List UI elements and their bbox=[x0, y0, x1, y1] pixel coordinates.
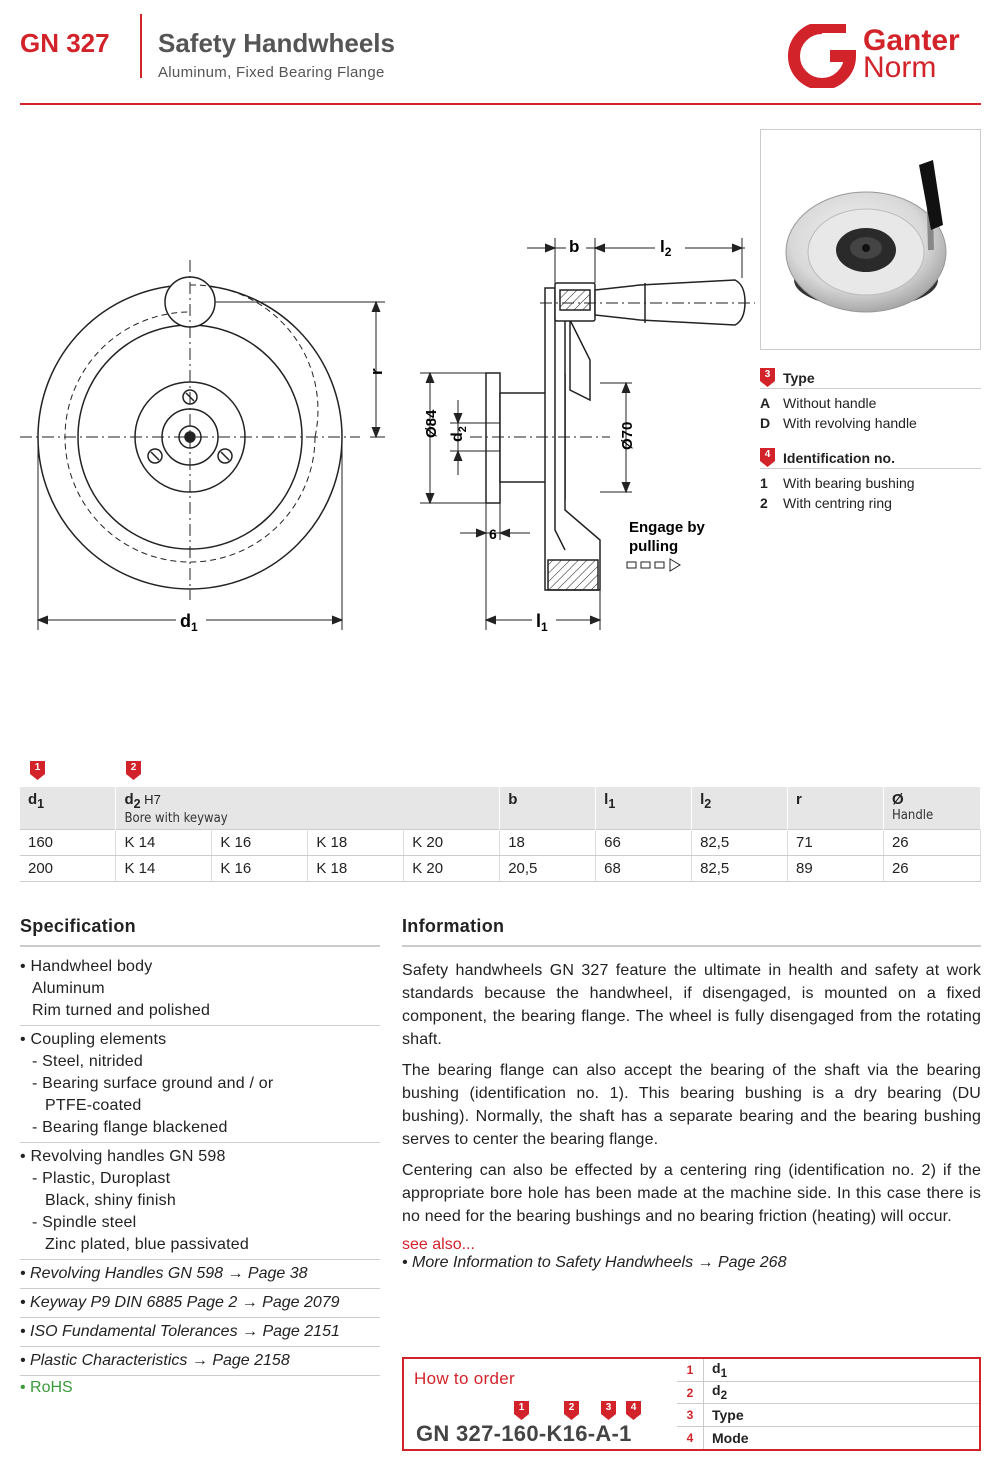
label-l1: l bbox=[536, 611, 542, 631]
legend-type-item: D With revolving handle bbox=[760, 415, 917, 431]
svg-text:d2 bbox=[449, 426, 469, 442]
handwheel-photo-image bbox=[761, 130, 980, 349]
product-code: GN 327 bbox=[20, 28, 110, 58]
order-key-row: 1 $d_1$ bbox=[677, 1359, 979, 1382]
page-header bbox=[0, 0, 1000, 106]
more-info-link[interactable]: • More Information to Safety Handwheels → Page 268 bbox=[402, 1254, 787, 1271]
specification-title: Specification bbox=[20, 916, 380, 947]
spec-link[interactable]: • Plastic Characteristics → Page 2158 bbox=[20, 1347, 380, 1376]
how-to-order-box bbox=[402, 1357, 981, 1451]
col-r: r bbox=[788, 787, 884, 830]
info-paragraph: Centering can also be effected by a centering ring (identification no. 2) if the appropriate bore hole has been made at the machine side. In this case there is no need for the bearing bushings and no bearing friction (heating) will occur. bbox=[402, 1162, 981, 1225]
ganter-norm-logo bbox=[786, 24, 986, 88]
label-d1: d bbox=[180, 611, 191, 631]
header-rule bbox=[20, 103, 981, 105]
col-l2: $l_2$ bbox=[692, 787, 788, 830]
legend bbox=[760, 367, 981, 513]
header-separator bbox=[140, 14, 142, 78]
engage-line1: Engage by bbox=[629, 519, 705, 536]
technical-drawing bbox=[0, 120, 760, 660]
information-section bbox=[402, 916, 981, 1272]
engage-line2: pulling bbox=[629, 538, 679, 555]
col-d1: $d_1$ bbox=[20, 787, 116, 830]
order-key-row: 2 $d_2$ bbox=[677, 1382, 979, 1405]
badge-2-icon: 2 bbox=[126, 761, 141, 780]
table-row: 160 K 14 K 16 K 18 K 20 18 66 82,5 71 26 bbox=[20, 830, 981, 856]
logo-text-ganter: Ganter bbox=[863, 24, 960, 57]
order-code: GN 327-160-K16-A-1 bbox=[416, 1421, 632, 1446]
info-paragraph: Safety handwheels GN 327 feature the ultimate in health and safety at work standards because the handwheel, if disengaged, is mounted on a fixed component, the bearing flange. The wheel is fully disengaged from the rotating shaft. bbox=[402, 962, 981, 1048]
label-6: 6 bbox=[489, 526, 497, 542]
legend-type-item: A Without handle bbox=[760, 395, 877, 411]
dimensions-table bbox=[20, 787, 981, 882]
spec-link[interactable]: • ISO Fundamental Tolerances → Page 2151 bbox=[20, 1318, 380, 1347]
label-d2-sub: 2 bbox=[457, 426, 469, 433]
drawing-svg bbox=[0, 120, 760, 660]
how-to-order-title: How to order bbox=[414, 1369, 515, 1388]
logo-mark-icon bbox=[786, 24, 858, 88]
label-d1-sub: 1 bbox=[191, 620, 198, 634]
col-handle: Ø Handle bbox=[883, 787, 980, 830]
order-key-row: 4 Mode bbox=[677, 1427, 979, 1450]
legend-ident-title: Identification no. bbox=[783, 449, 895, 466]
page-subtitle: Aluminum, Fixed Bearing Flange bbox=[158, 64, 385, 81]
label-b: b bbox=[569, 237, 580, 256]
side-view bbox=[486, 280, 745, 590]
badge-1-icon: 1 bbox=[30, 761, 45, 780]
badge-3-icon: 3 bbox=[601, 1401, 616, 1420]
front-centerlines bbox=[20, 260, 360, 600]
label-l1-sub: 1 bbox=[541, 620, 548, 634]
label-d84: Ø84 bbox=[423, 409, 440, 438]
label-l2: l bbox=[660, 237, 665, 256]
page-title: Safety Handwheels bbox=[158, 28, 395, 58]
order-key-table bbox=[677, 1359, 979, 1449]
rohs-badge: • RoHS bbox=[20, 1379, 73, 1396]
spec-link[interactable]: • Revolving Handles GN 598 → Page 38 bbox=[20, 1260, 380, 1289]
spec-link[interactable]: • Keyway P9 DIN 6885 Page 2 → Page 2079 bbox=[20, 1289, 380, 1318]
specification-section bbox=[20, 916, 380, 1400]
label-r: r bbox=[367, 368, 386, 375]
label-d70: Ø70 bbox=[619, 421, 636, 450]
badge-3-icon: 3 bbox=[760, 368, 775, 387]
spec-group: • Revolving handles GN 598 - Plastic, Duroplast Black, shiny finish - Spindle steel Zinc plated, blue passivated bbox=[20, 1143, 380, 1260]
order-key-row: 3 Type bbox=[677, 1404, 979, 1427]
badge-4-icon: 4 bbox=[626, 1401, 641, 1420]
information-title: Information bbox=[402, 916, 981, 947]
spec-group: • Coupling elements - Steel, nitrided - Bearing surface ground and / or PTFE-coated - Bearing flange blackened bbox=[20, 1026, 380, 1143]
legend-ident-header bbox=[760, 447, 981, 469]
col-d2: $d_2$ H7 Bore with keyway bbox=[116, 787, 500, 830]
product-photo bbox=[760, 129, 981, 350]
spec-group: • Handwheel body Aluminum Rim turned and polished bbox=[20, 953, 380, 1026]
front-view bbox=[38, 277, 342, 589]
legend-type-title: Type bbox=[783, 369, 815, 386]
table-row: 200 K 14 K 16 K 18 K 20 20,5 68 82,5 89 26 bbox=[20, 856, 981, 882]
legend-ident-item: 2 With centring ring bbox=[760, 495, 892, 511]
legend-type-header bbox=[760, 367, 981, 389]
label-l2-sub: 2 bbox=[664, 245, 672, 259]
engage-arrow-icon bbox=[627, 559, 680, 571]
table-header-row bbox=[20, 787, 981, 830]
badge-4-icon: 4 bbox=[760, 448, 775, 467]
info-paragraph: The bearing flange can also accept the bearing of the shaft via the bearing bushing (identification no. 1). This bearing bushing is a dry bearing (DU bushing). Normally, the shaft has a separate bearing and the bearing bushing serves to center the bearing flange. bbox=[402, 1062, 981, 1148]
label-d2: d bbox=[449, 432, 466, 442]
logo-text-norm: Norm bbox=[863, 51, 937, 84]
see-also-label: see also... bbox=[402, 1236, 475, 1253]
col-b: b bbox=[500, 787, 596, 830]
badge-2-icon: 2 bbox=[564, 1401, 579, 1420]
col-l1: $l_1$ bbox=[596, 787, 692, 830]
badge-1-icon: 1 bbox=[514, 1401, 529, 1420]
legend-ident-item: 1 With bearing bushing bbox=[760, 475, 915, 491]
